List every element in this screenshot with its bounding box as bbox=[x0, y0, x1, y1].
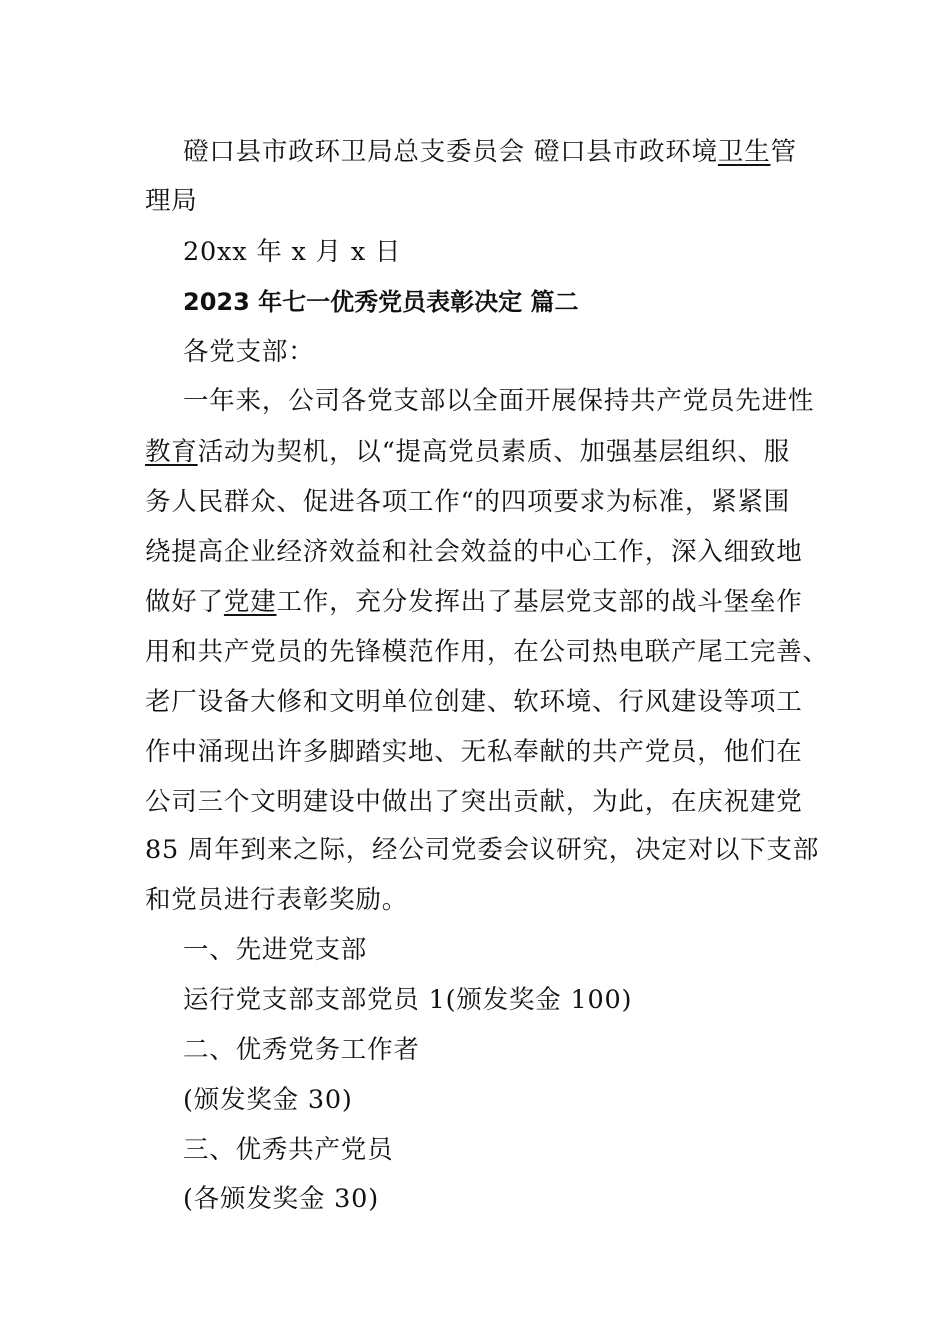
link-weisheng[interactable]: 卫生 bbox=[717, 137, 771, 167]
body-line-7: 老厂设备大修和文明单位创建、软环境、行风建设等项工 bbox=[145, 687, 803, 717]
section-1-item: 运行党支部支部党员 1(颁发奖金 100) bbox=[183, 985, 633, 1015]
body-line-5-pre: 做好了 bbox=[145, 587, 224, 617]
body-line-5 bbox=[145, 585, 803, 619]
body-line-5-text: 工作，充分发挥出了基层党支部的战斗堡垒作 bbox=[276, 587, 803, 617]
section-3-item: (各颁发奖金 30) bbox=[183, 1184, 379, 1214]
section-1-title: 一、先进党支部 bbox=[183, 935, 368, 965]
signature-org-tail: 管 bbox=[770, 137, 797, 167]
body-line-2-text: 活动为契机，以“提高党员素质、加强基层组织、服 bbox=[197, 437, 791, 467]
body-line-2 bbox=[145, 435, 790, 469]
section-heading: 2023 年七一优秀党员表彰决定 篇二 bbox=[183, 288, 579, 316]
body-line-9: 公司三个文明建设中做出了突出贡献，为此，在庆祝建党 bbox=[145, 787, 803, 817]
section-2-title: 二、优秀党务工作者 bbox=[183, 1035, 420, 1065]
body-line-10: 85 周年到来之际，经公司党委会议研究，决定对以下支部 bbox=[145, 835, 820, 865]
body-line-8: 作中涌现出许多脚踏实地、无私奉献的共产党员，他们在 bbox=[145, 737, 803, 767]
link-jiaoyu[interactable]: 教育 bbox=[145, 437, 198, 467]
body-line-11: 和党员进行表彰奖励。 bbox=[145, 885, 409, 915]
body-line-6: 用和共产党员的先锋模范作用，在公司热电联产尾工完善、 bbox=[145, 637, 829, 667]
link-dangjian[interactable]: 党建 bbox=[223, 587, 277, 617]
body-line-1: 一年来，公司各党支部以全面开展保持共产党员先进性 bbox=[183, 386, 815, 416]
signature-org-text: 磴口县市政环卫局总支委员会 磴口县市政环境 bbox=[183, 137, 718, 167]
salutation: 各党支部： bbox=[183, 337, 315, 367]
signature-date: 20xx 年 x 月 x 日 bbox=[183, 237, 402, 267]
signature-org-line bbox=[183, 135, 797, 169]
section-2-item: (颁发奖金 30) bbox=[183, 1085, 353, 1115]
body-line-3: 务人民群众、促进各项工作“的四项要求为标准，紧紧围 bbox=[145, 487, 791, 517]
body-line-4: 绕提高企业经济效益和社会效益的中心工作，深入细致地 bbox=[145, 537, 803, 567]
signature-org-continuation: 理局 bbox=[145, 186, 198, 216]
section-3-title: 三、优秀共产党员 bbox=[183, 1135, 394, 1165]
